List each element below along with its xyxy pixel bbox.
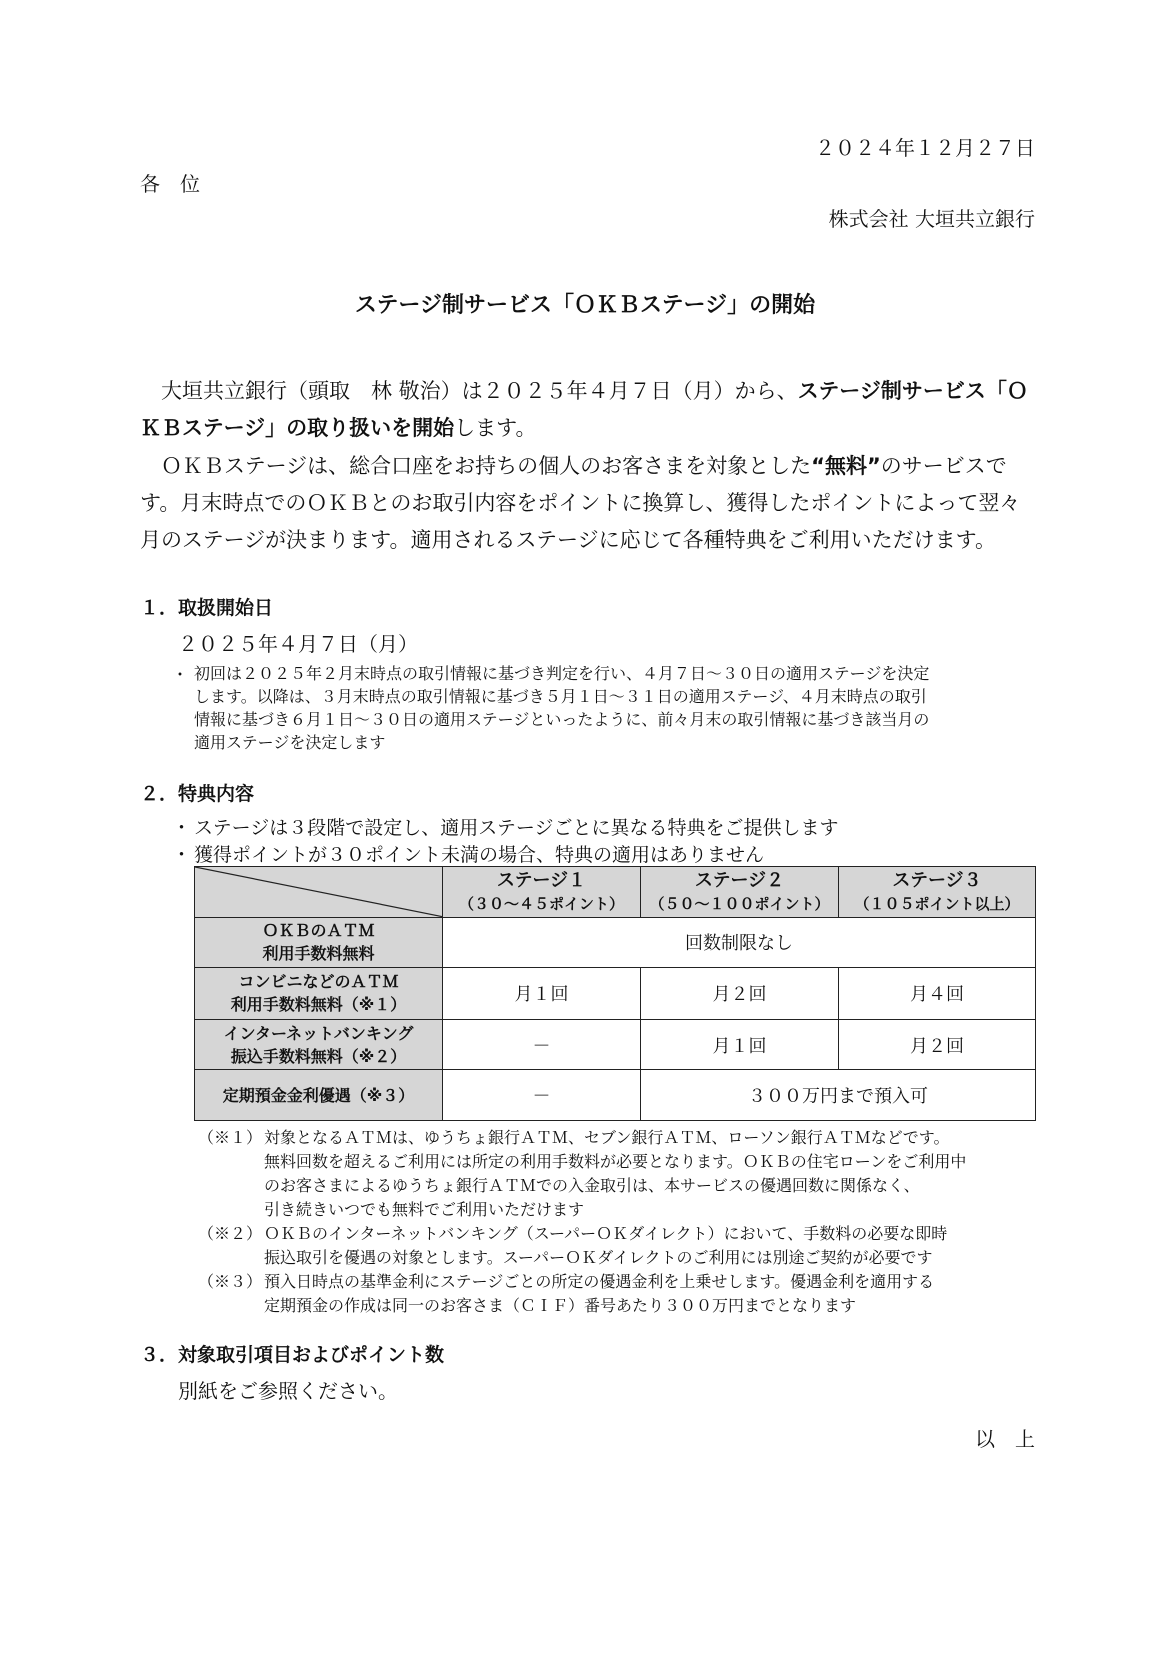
- section-1-heading: １．取扱開始日: [140, 597, 274, 619]
- table-cell: 月２回: [839, 1019, 1036, 1070]
- document-date: ２０２４年１２月２７日: [815, 136, 1035, 160]
- row-header-line: ＯＫＢのＡＴＭ: [262, 921, 375, 941]
- table-header-row: [195, 867, 1036, 918]
- closing-mark: 以 上: [975, 1427, 1035, 1451]
- table-cell: ３００万円まで預入可: [641, 1070, 1036, 1121]
- row-header-line: インターネットバンキング: [223, 1023, 414, 1043]
- intro-paragraph-2: [140, 448, 1035, 559]
- section-1-bullet-mark: ・: [172, 665, 189, 684]
- intro-emphasis: ステージ制サービス「ＯＫＢステージ」の取り扱いを開始: [140, 379, 1028, 440]
- section-1-note-line: 初回は２０２５年２月末時点の取引情報に基づき判定を行い、４月７日～３０日の適用ステージを決定: [194, 664, 930, 683]
- table-row: [195, 968, 1036, 1020]
- intro-text: ＯＫＢステージは、総合口座をお持ちの個人のお客さまを対象とした: [140, 454, 812, 478]
- row-header-line: コンビニなどのＡＴＭ: [238, 972, 399, 992]
- free-emphasis: “無料”: [811, 454, 881, 478]
- stage-2-header: [641, 867, 839, 918]
- section-2-bullet: 獲得ポイントが３０ポイント未満の場合、特典の適用はありません: [194, 844, 765, 866]
- table-cell: 月１回: [443, 968, 641, 1020]
- footnote-2: [198, 1222, 1038, 1270]
- stage-range: （３０～４５ポイント）: [458, 894, 624, 913]
- intro-text: 大垣共立銀行（頭取 林 敬治）は２０２５年４月７日（月）から、: [140, 379, 798, 403]
- row-header-line: 定期預金金利優遇（※３）: [222, 1085, 415, 1105]
- table-cell: 月４回: [839, 968, 1036, 1020]
- issuer-name: 株式会社 大垣共立銀行: [828, 207, 1035, 231]
- stage-range: （５０～１００ポイント）: [649, 894, 830, 913]
- footnote-line: 対象となるＡＴＭは、ゆうちょ銀行ＡＴＭ、セブン銀行ＡＴＭ、ローソン銀行ＡＴＭなどです。: [264, 1128, 950, 1147]
- footnote-text: [264, 1270, 1034, 1318]
- footnote-mark: （※１）: [198, 1128, 263, 1147]
- stage-name: ステージ２: [694, 869, 785, 891]
- section-2-bullet-mark: ・: [172, 817, 192, 839]
- diagonal-line: [195, 867, 442, 917]
- intro-paragraph-1: [140, 373, 1035, 447]
- footnote-3: [198, 1270, 1038, 1318]
- page-title: ステージ制サービス「ＯＫＢステージ」の開始: [354, 293, 816, 318]
- footnote-mark: （※３）: [198, 1272, 263, 1291]
- footnote-line: のお客さまによるゆうちょ銀行ＡＴＭでの入金取引は、本サービスの優遇回数に関係なく、: [264, 1176, 920, 1195]
- section-1-note-line: 適用ステージを決定します: [194, 733, 386, 752]
- table-corner-cell: [195, 867, 443, 918]
- table-cell: －: [443, 1019, 641, 1070]
- table-cell: 月２回: [641, 968, 839, 1020]
- section-2-bullet: ステージは３段階で設定し、適用ステージごとに異なる特典をご提供します: [194, 817, 839, 839]
- row-header: [195, 1019, 443, 1070]
- stage-range: （１０５ポイント以上）: [854, 894, 1020, 913]
- stage-name: ステージ３: [892, 869, 982, 891]
- footnote-line: 引き続きいつでも無料でご利用いただけます: [264, 1200, 585, 1219]
- section-2-bullet-mark: ・: [172, 844, 192, 866]
- table-cell: 回数制限なし: [443, 917, 1036, 968]
- section-1-note-line: します。以降は、３月末時点の取引情報に基づき５月１日～３１日の適用ステージ、４月末時点の取引: [194, 687, 927, 706]
- section-3-heading: ３．対象取引項目およびポイント数: [140, 1344, 445, 1366]
- addressee: 各 位: [140, 172, 200, 196]
- table-row: [195, 1019, 1036, 1070]
- table-cell: 月１回: [641, 1019, 839, 1070]
- intro-text: のサービスです。月末時点でのＯＫＢとのお取引内容をポイントに換算し、獲得したポイントによって翌々月のステージが決まります。適用されるステージに応じて各種特典をご利用いただけます。: [140, 454, 1021, 552]
- footnote-1: [198, 1126, 1038, 1222]
- table-row: [195, 917, 1036, 968]
- stage-3-header: [839, 867, 1036, 918]
- section-2-heading: ２．特典内容: [140, 783, 255, 805]
- stage-benefits-table: [194, 866, 1036, 1121]
- section-1-note-line: 情報に基づき６月１日～３０日の適用ステージといったように、前々月末の取引情報に基づき該当月の: [194, 710, 930, 729]
- intro-text: します。: [454, 416, 537, 440]
- table-cell: －: [443, 1070, 641, 1121]
- footnote-line: 振込取引を優遇の対象とします。スーパーＯＫダイレクトのご利用には別途ご契約が必要です: [264, 1248, 933, 1267]
- footnote-line: ＯＫＢのインターネットバンキング（スーパーＯＫダイレクト）において、手数料の必要な即時: [264, 1224, 948, 1243]
- row-header-line: 振込手数料無料（※２）: [230, 1046, 407, 1066]
- row-header: [195, 968, 443, 1020]
- footnote-text: [264, 1126, 1034, 1222]
- footnote-text: [264, 1222, 1034, 1270]
- footnote-mark: （※２）: [198, 1224, 263, 1243]
- footnote-line: 無料回数を超えるご利用には所定の利用手数料が必要となります。ＯＫＢの住宅ローンをご利用中: [264, 1152, 967, 1171]
- stage-name: ステージ１: [496, 869, 587, 891]
- row-header-line: 利用手数料無料（※１）: [230, 995, 407, 1015]
- footnote-line: 定期預金の作成は同一のお客さま（ＣＩＦ）番号あたり３００万円までとなります: [264, 1296, 857, 1315]
- table-row: [195, 1070, 1036, 1121]
- section-3-body: 別紙をご参照ください。: [178, 1379, 398, 1403]
- stage-1-header: [443, 867, 641, 918]
- footnote-line: 預入日時点の基準金利にステージごとの所定の優遇金利を上乗せします。優遇金利を適用する: [264, 1272, 935, 1291]
- row-header-line: 利用手数料無料: [262, 944, 375, 964]
- start-date: ２０２５年４月７日（月）: [178, 632, 418, 656]
- row-header: [195, 1070, 443, 1121]
- row-header: [195, 917, 443, 968]
